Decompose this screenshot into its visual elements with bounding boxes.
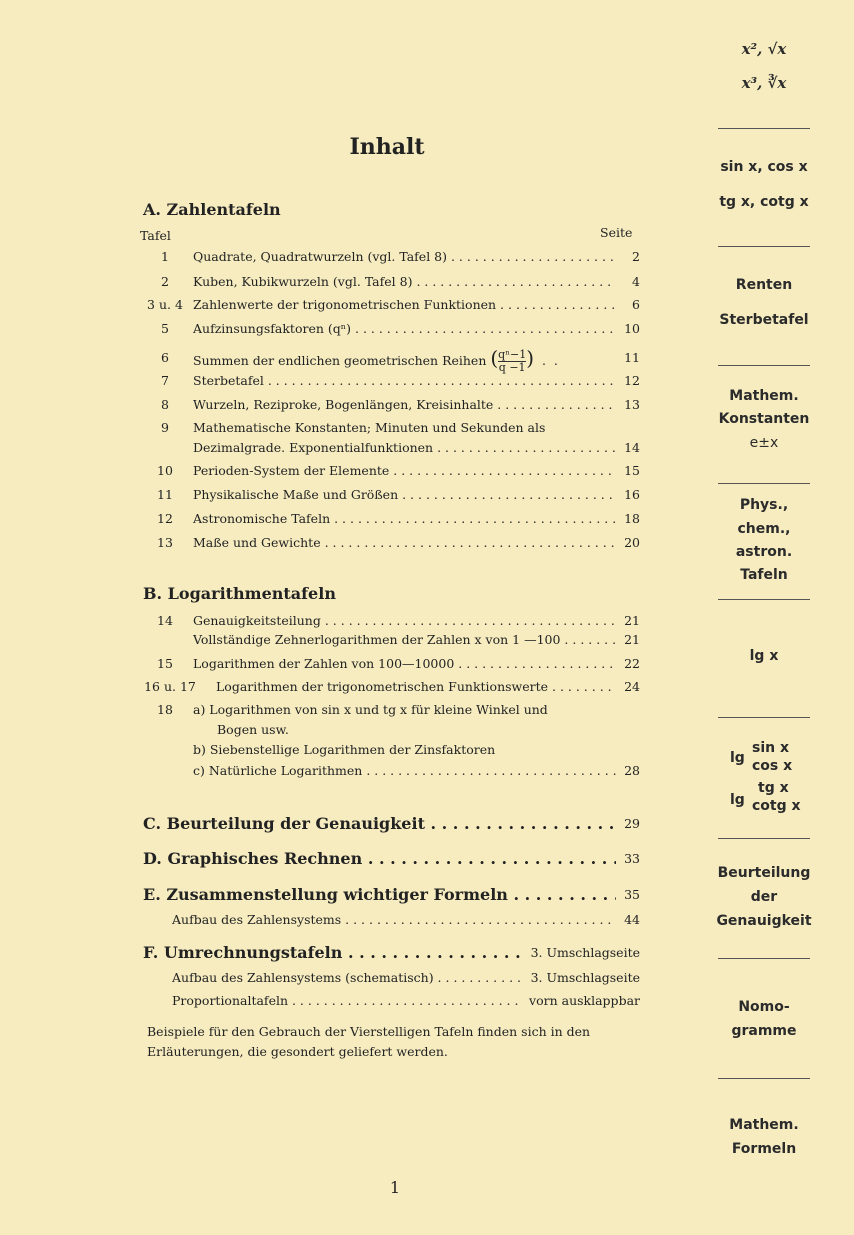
thumb-genauigkeit[interactable]: Genauigkeit bbox=[716, 913, 812, 929]
entry-text: Sterbetafel . . . bbox=[193, 372, 616, 390]
entry-number: 3 u. 4 bbox=[147, 297, 183, 312]
entry-number: 16 u. 17 bbox=[144, 679, 196, 694]
thumb-powers-cube[interactable]: x³, ∛x bbox=[741, 74, 787, 92]
section-d-entry bbox=[143, 848, 640, 870]
entry-number: 8 bbox=[161, 397, 169, 412]
entry-number: 2 bbox=[161, 274, 169, 289]
entry-page: 12 bbox=[616, 372, 640, 390]
entry-number: 11 bbox=[157, 487, 173, 502]
entry-text: Mathematische Konstanten; Minuten und Sekunden als bbox=[193, 420, 546, 435]
entry-page: 21 bbox=[616, 631, 640, 649]
entry-text: Aufbau des Zahlensystems (schematisch) . . . bbox=[172, 969, 520, 987]
entry-page: 21 bbox=[616, 612, 640, 630]
thumb-chem[interactable]: chem., bbox=[737, 521, 791, 537]
thumb-powers-square[interactable]: x², √x bbox=[741, 40, 787, 58]
entry-page: 3. Umschlagseite bbox=[527, 969, 640, 987]
entry-text: Perioden-System der Elemente . . . bbox=[193, 462, 616, 480]
entry-number: 10 bbox=[157, 463, 173, 478]
toc-entry bbox=[140, 320, 640, 338]
entry-text: Dezimalgrade. Exponentialfunktionen . . . bbox=[193, 439, 616, 457]
entry-number: 15 bbox=[157, 656, 173, 671]
entry-page: 33 bbox=[616, 848, 640, 870]
toc-entry bbox=[140, 396, 640, 414]
entry-page: 24 bbox=[616, 678, 640, 696]
entry-number: 18 bbox=[157, 702, 173, 717]
entry-number: 12 bbox=[157, 511, 173, 526]
divider bbox=[718, 599, 810, 600]
entry-page: 11 bbox=[616, 345, 640, 371]
entry-page: 29 bbox=[616, 813, 640, 835]
divider bbox=[718, 128, 810, 129]
page-title: Inhalt bbox=[349, 134, 425, 160]
divider bbox=[718, 483, 810, 484]
toc-entry bbox=[172, 992, 640, 1010]
divider bbox=[718, 838, 810, 839]
thumb-lgx[interactable]: lg x bbox=[749, 648, 779, 664]
entry-number: 6 bbox=[161, 350, 169, 365]
entry-text: Bogen usw. bbox=[217, 722, 289, 737]
entry-text: a) Logarithmen von sin x und tg x für kleine Winkel und bbox=[193, 702, 548, 717]
entry-text-label: Summen der endlichen geometrischen Reihen bbox=[193, 353, 487, 368]
thumb-trig-1[interactable]: sin x, cos x bbox=[720, 159, 808, 175]
lg-tg: tg x bbox=[758, 780, 789, 796]
thumb-der[interactable]: der bbox=[750, 889, 778, 905]
section-f-entry bbox=[143, 942, 640, 964]
divider bbox=[718, 365, 810, 366]
divider bbox=[718, 958, 810, 959]
entry-number: 1 bbox=[161, 249, 169, 264]
toc-entry bbox=[140, 655, 640, 673]
section-b-heading: B. Logarithmentafeln bbox=[143, 584, 336, 603]
lg-cotg: cotg x bbox=[752, 798, 801, 814]
entry-text: Kuben, Kubikwurzeln (vgl. Tafel 8) . . . bbox=[193, 273, 616, 291]
divider bbox=[718, 246, 810, 247]
entry-text: Astronomische Tafeln . . . bbox=[193, 510, 616, 528]
lg-label: lg bbox=[730, 750, 745, 766]
toc-entry bbox=[140, 534, 640, 552]
section-c-heading: C. Beurteilung der Genauigkeit . . . bbox=[143, 813, 616, 835]
entry-page: 22 bbox=[616, 655, 640, 673]
page-number: 1 bbox=[389, 1178, 401, 1197]
entry-text: b) Siebenstellige Logarithmen der Zinsfaktoren bbox=[193, 742, 496, 757]
section-e-entry bbox=[143, 884, 640, 906]
entry-page: 4 bbox=[616, 273, 640, 291]
toc-entry bbox=[140, 462, 640, 480]
thumb-nomo[interactable]: Nomo- bbox=[738, 999, 790, 1015]
entry-text: Aufbau des Zahlensystems . . . bbox=[172, 911, 616, 929]
toc-entry-line-1 bbox=[140, 701, 640, 719]
entry-text: Zahlenwerte der trigonometrischen Funktionen . . . bbox=[193, 296, 616, 314]
toc-entry bbox=[140, 372, 640, 390]
entry-number: 13 bbox=[157, 535, 173, 550]
entry-text: Physikalische Maße und Größen . . . bbox=[193, 486, 616, 504]
toc-entry-line-2 bbox=[140, 721, 640, 739]
toc-entry bbox=[140, 612, 640, 630]
column-tafel-label: Tafel bbox=[140, 228, 171, 243]
thumb-lg-trig[interactable] bbox=[726, 740, 816, 830]
entry-page: 14 bbox=[616, 439, 640, 457]
toc-entry bbox=[140, 345, 640, 374]
geometric-series-fraction: $\frac{\text{qⁿ−1}}{q -1}$ bbox=[498, 348, 527, 374]
usage-note: Beispiele für den Gebrauch der Vierstelligen Tafeln finden sich in den Erläuterungen, die gesondert geliefert werden. bbox=[147, 1024, 591, 1059]
thumb-sterbetafel[interactable]: Sterbetafel bbox=[719, 312, 809, 328]
toc-entry bbox=[140, 510, 640, 528]
entry-text: Proportionaltafeln . . . bbox=[172, 992, 520, 1010]
toc-entry bbox=[140, 678, 640, 696]
entry-page: 28 bbox=[616, 762, 640, 780]
thumb-renten[interactable]: Renten bbox=[735, 277, 793, 293]
entry-text: Genauigkeitsteilung . . . bbox=[193, 612, 616, 630]
entry-text: Logarithmen der trigonometrischen Funktionswerte . . . bbox=[216, 678, 616, 696]
entry-page: 18 bbox=[616, 510, 640, 528]
entry-text: Aufzinsungsfaktoren (qⁿ) . . . bbox=[193, 320, 616, 338]
entry-text: Vollständige Zehnerlogarithmen der Zahlen x von 1 —100 . . . bbox=[193, 631, 616, 649]
lg-sin: sin x bbox=[752, 740, 790, 756]
entry-number: 5 bbox=[161, 321, 169, 336]
entry-page: 6 bbox=[616, 296, 640, 314]
thumb-index-sidebar bbox=[712, 0, 824, 1235]
section-a-heading: A. Zahlentafeln bbox=[143, 200, 281, 219]
toc-entry bbox=[140, 296, 640, 314]
toc-entry bbox=[140, 631, 640, 649]
toc-entry bbox=[140, 741, 640, 759]
section-c-entry bbox=[143, 813, 640, 835]
toc-entry bbox=[140, 248, 640, 266]
entry-number: 9 bbox=[161, 420, 169, 435]
thumb-trig-2[interactable]: tg x, cotg x bbox=[719, 194, 809, 210]
entry-text: c) Natürliche Logarithmen . . . bbox=[193, 762, 616, 780]
entry-text: Summen der endlichen geometrischen Reihen ( $\frac{\text{qⁿ−1}}{q -1}$ ) . . bbox=[193, 346, 558, 374]
toc-entry-line-2 bbox=[140, 439, 640, 457]
column-seite-label: Seite bbox=[600, 225, 633, 240]
entry-page: 16 bbox=[616, 486, 640, 504]
entry-text: Quadrate, Quadratwurzeln (vgl. Tafel 8) . . . bbox=[193, 248, 616, 266]
thumb-formeln-1[interactable]: Mathem. bbox=[729, 1117, 799, 1133]
entry-number: 7 bbox=[161, 373, 169, 388]
entry-text: Maße und Gewichte . . . bbox=[193, 534, 616, 552]
toc-entry bbox=[172, 969, 640, 987]
thumb-phys[interactable]: Phys., bbox=[739, 497, 789, 513]
thumb-exp[interactable]: e±x bbox=[749, 435, 779, 451]
entry-text: Wurzeln, Reziproke, Bogenlängen, Kreisinhalte . . . bbox=[193, 396, 616, 414]
entry-page: 3. Umschlagseite bbox=[527, 942, 640, 964]
toc-entry bbox=[140, 762, 640, 780]
thumb-mathem[interactable]: Mathem. bbox=[729, 388, 799, 404]
section-e-heading: E. Zusammenstellung wichtiger Formeln . . . bbox=[143, 884, 616, 906]
entry-page: 10 bbox=[616, 320, 640, 338]
entry-page: 20 bbox=[616, 534, 640, 552]
section-d-heading: D. Graphisches Rechnen . . . bbox=[143, 848, 616, 870]
toc-entry bbox=[140, 273, 640, 291]
entry-page: 44 bbox=[616, 911, 640, 929]
thumb-formeln-2[interactable]: Formeln bbox=[731, 1141, 797, 1157]
toc-entry bbox=[172, 911, 640, 929]
entry-page: 2 bbox=[616, 248, 640, 266]
entry-page: vorn ausklappbar bbox=[525, 992, 640, 1010]
section-f-heading: F. Umrechnungstafeln . . . bbox=[143, 942, 520, 964]
entry-page: 13 bbox=[616, 396, 640, 414]
entry-number: 14 bbox=[157, 613, 173, 628]
thumb-tafeln[interactable]: Tafeln bbox=[740, 567, 788, 583]
divider bbox=[718, 717, 810, 718]
thumb-beurteilung[interactable]: Beurteilung bbox=[717, 865, 811, 881]
toc-entry-line-1 bbox=[140, 419, 640, 437]
lg-label: lg bbox=[730, 792, 745, 808]
entry-page: 35 bbox=[616, 884, 640, 906]
thumb-astron[interactable]: astron. bbox=[735, 544, 793, 560]
thumb-gramme[interactable]: gramme bbox=[731, 1023, 797, 1039]
entry-text: Logarithmen der Zahlen von 100—10000 . . . bbox=[193, 655, 616, 673]
thumb-konstanten[interactable]: Konstanten bbox=[718, 411, 810, 427]
lg-cos: cos x bbox=[752, 758, 793, 774]
divider bbox=[718, 1078, 810, 1079]
entry-page: 15 bbox=[616, 462, 640, 480]
toc-entry bbox=[140, 486, 640, 504]
